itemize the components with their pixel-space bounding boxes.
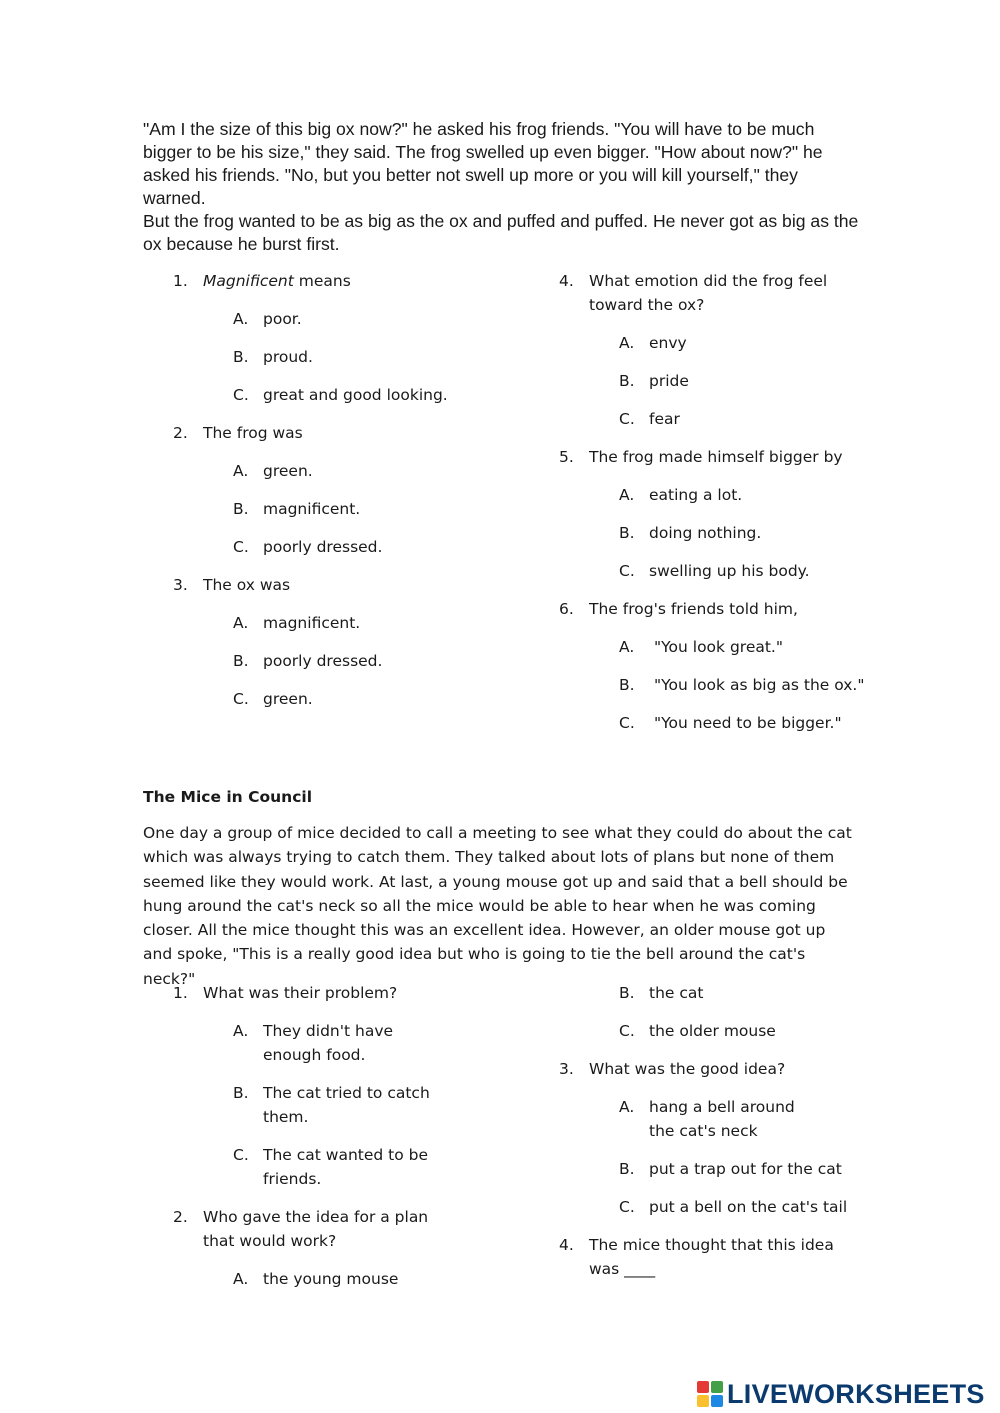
question-5: 5. The frog made himself bigger by — [559, 448, 843, 466]
question-6: 6. The frog's friends told him, — [559, 600, 798, 618]
option[interactable]: B. "You look as big as the ox." — [619, 676, 865, 694]
option[interactable]: A. envy — [619, 334, 687, 352]
story-frog-and-ox — [143, 118, 863, 256]
quiz2-left-column — [173, 981, 463, 1305]
option[interactable]: B. put a trap out for the cat — [619, 1160, 842, 1178]
option[interactable]: C. great and good looking. — [233, 386, 448, 404]
question-text: The frog's friends told him, — [589, 600, 798, 618]
question-text: What was the good idea? — [589, 1060, 786, 1078]
option[interactable]: C. "You need to be bigger." — [619, 714, 842, 732]
logo-square — [711, 1381, 723, 1393]
option[interactable]: C. poorly dressed. — [233, 538, 383, 556]
option[interactable]: C. fear — [619, 410, 680, 428]
question-1: 1. What was their problem? — [173, 984, 398, 1002]
question-1: 1. Magnificent means — [173, 272, 351, 290]
option[interactable]: B. poorly dressed. — [233, 652, 383, 670]
option[interactable]: C. The cat wanted to be friends. — [233, 1146, 429, 1188]
question-4: 4. What emotion did the frog feel toward the ox? — [559, 272, 828, 314]
option[interactable]: A. the young mouse — [233, 1270, 399, 1288]
option[interactable]: A. magnificent. — [233, 614, 361, 632]
story-paragraph: One day a group of mice decided to call a meeting to see what they could do about the cat which was always trying to catch them. They talked about lots of plans but none of them seemed like they would work. At last, a young mouse got up and said that a bell should be hung around the cat's neck so all the mice would be able to hear when he was coming closer. All the mice thought this was an excellent idea. However, an older mouse got up and spoke, "This is a really good idea but who is going to tie the bell around the cat's neck?" — [143, 824, 852, 988]
question-text: What was their problem? — [203, 984, 398, 1002]
question-text: means — [293, 272, 351, 290]
option[interactable]: B. The cat tried to catch them. — [233, 1084, 430, 1126]
story-paragraph: But the frog wanted to be as big as the ox and puffed and puffed. He never got as big as the ox because he burst first. — [143, 211, 859, 254]
option[interactable]: C. swelling up his body. — [619, 562, 810, 580]
quiz1-right-column — [559, 269, 869, 749]
question-text: Who gave the idea for a plan that would work? — [203, 1208, 429, 1250]
option[interactable]: B. the cat — [619, 984, 704, 1002]
question-text: What emotion did the frog feel toward the ox? — [589, 272, 828, 314]
option[interactable]: A. hang a bell around the cat's neck — [619, 1098, 795, 1140]
option[interactable]: A. eating a lot. — [619, 486, 743, 504]
option[interactable]: A. "You look great." — [619, 638, 783, 656]
option[interactable]: B. doing nothing. — [619, 524, 762, 542]
option[interactable]: C. put a bell on the cat's tail — [619, 1198, 848, 1216]
option[interactable]: B. pride — [619, 372, 689, 390]
question-3: 3. What was the good idea? — [559, 1060, 786, 1078]
option[interactable]: A. green. — [233, 462, 313, 480]
story-title: The Mice in Council — [143, 788, 313, 806]
logo-square — [711, 1395, 723, 1407]
story-paragraph: "Am I the size of this big ox now?" he asked his frog friends. "You will have to be much bigger to be his size," they said. The frog swelled up even bigger. "How about now?" he asked his friends. "No, but you better not swell up more or you will kill yourself," they warned. — [143, 119, 823, 208]
question-3: 3. The ox was — [173, 576, 291, 594]
question-text: The mice thought that this idea was ____ — [589, 1236, 834, 1278]
logo-square — [697, 1381, 709, 1393]
option[interactable]: C. the older mouse — [619, 1022, 776, 1040]
question-text: The frog was — [203, 424, 303, 442]
quiz1-left-column — [173, 269, 493, 725]
option[interactable]: C. green. — [233, 690, 313, 708]
question-4: 4. The mice thought that this idea was ____ — [559, 1236, 834, 1278]
question-text: The frog made himself bigger by — [589, 448, 843, 466]
logo-text: LIVEWORKSHEETS — [727, 1378, 985, 1409]
question-2: 2. The frog was — [173, 424, 303, 442]
question-text: The ox was — [203, 576, 291, 594]
question-2: 2. Who gave the idea for a plan that would work? — [173, 1208, 429, 1250]
option[interactable]: A. poor. — [233, 310, 302, 328]
option[interactable]: A. They didn't have enough food. — [233, 1022, 394, 1064]
option[interactable]: B. proud. — [233, 348, 313, 366]
question-term: Magnificent — [203, 272, 294, 290]
liveworksheets-logo[interactable] — [697, 1378, 985, 1410]
logo-square — [697, 1395, 709, 1407]
option[interactable]: B. magnificent. — [233, 500, 361, 518]
logo-squares-icon — [697, 1381, 723, 1407]
quiz2-right-column — [559, 981, 859, 1295]
